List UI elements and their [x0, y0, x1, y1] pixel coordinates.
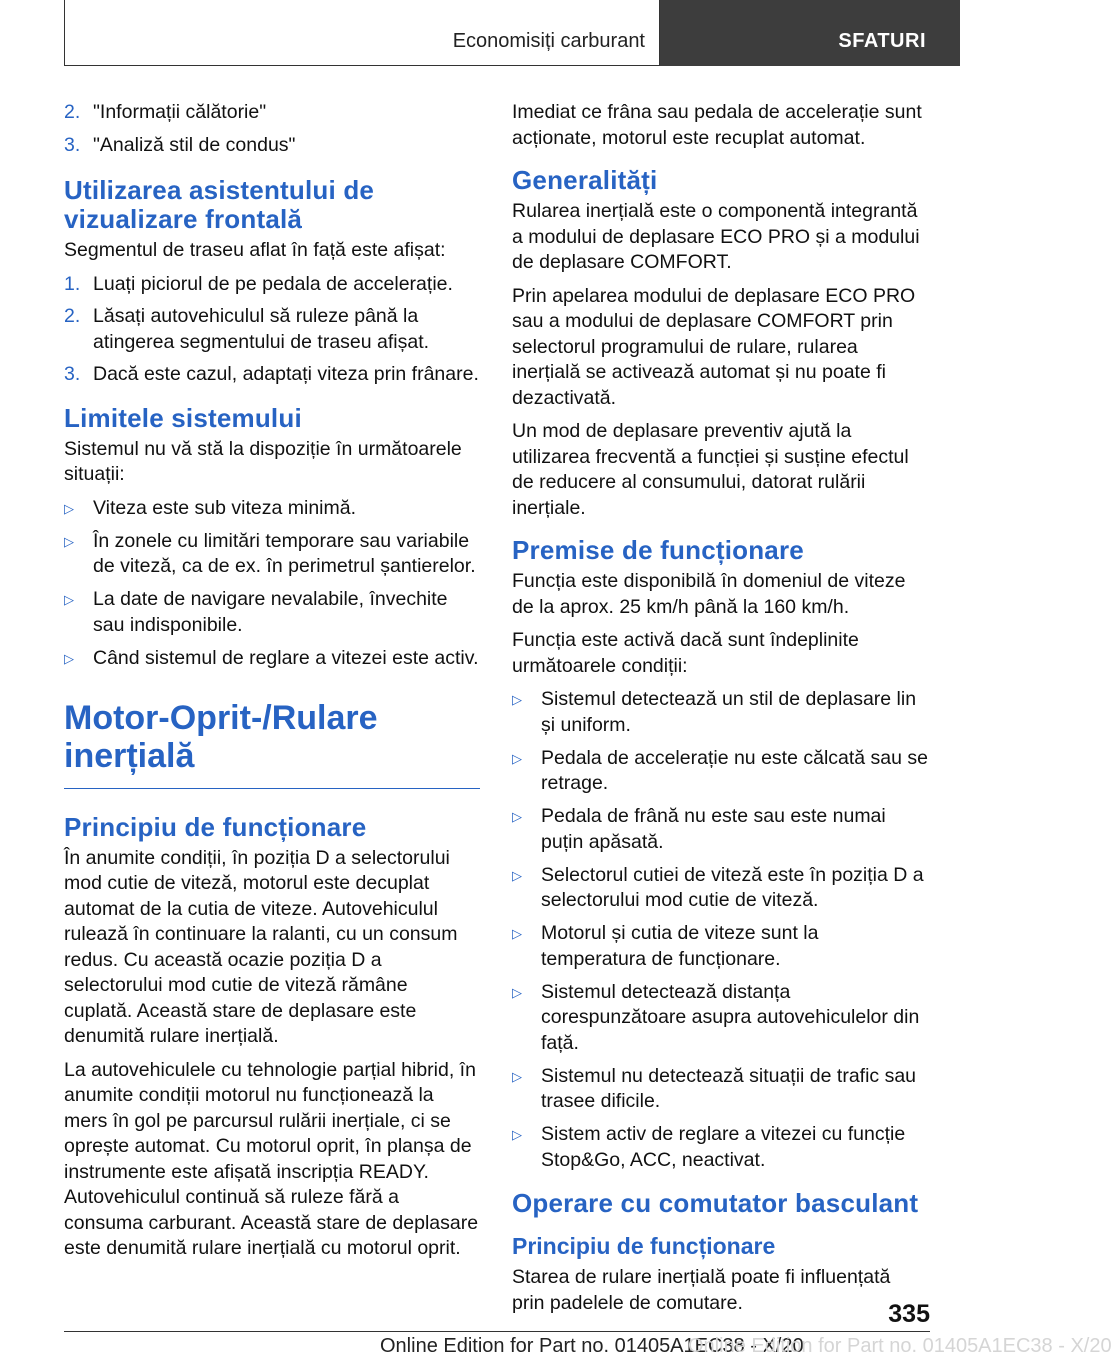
triangle-right-outline-icon: ▷: [512, 1068, 522, 1084]
list-number: 1.: [64, 272, 81, 295]
footer-watermark: Online Edition for Part no. 01405A1EC38 - X/20: [688, 1335, 1112, 1357]
heading-premise: Premise de funcționare: [512, 535, 804, 565]
triangle-right-outline-icon: ▷: [512, 1127, 522, 1142]
subheading-principiu: Principiu de funcționare: [512, 1233, 776, 1259]
list-item: [512, 980, 928, 1057]
triangle-right-outline-icon: ▷: [64, 650, 74, 666]
list-item-text: Sistemul detectează distanța corespunzătoare asupra autovehiculelor din față.: [541, 980, 920, 1054]
list-item-text: Când sistemul de reglare a vitezei este activ.: [93, 646, 479, 669]
list-number: 3.: [64, 133, 81, 156]
paragraph: Funcția este disponibilă în domeniul de viteze de la aprox. 25 km/h până la 160 km/h.: [512, 570, 906, 618]
list-item: [512, 921, 928, 972]
list-item: [64, 587, 480, 638]
page-number: 335: [888, 1300, 930, 1328]
paragraph: În anumite condiții, în poziția D a selectorului mod cutie de viteză, motorul este decuplat automat de la cutia de viteze. Autovehiculul rulează în continuare la ralanti, cu un consum redus. Cu această ocazie poziția D a selectorului mod cutie de viteză rămâne cuplată. Această stare de deplasare este denumită rulare inerțială.: [64, 846, 458, 1047]
triangle-right-outline-icon: ▷: [512, 926, 522, 941]
section-title: Economisiți carburant: [452, 30, 645, 52]
list-item-text: La date de navigare nevalabile, învechite sau indisponibile.: [93, 588, 448, 636]
triangle-right-outline-icon: ▷: [64, 533, 74, 549]
list-item: [64, 272, 480, 298]
list-item-text: Sistemul detectează un stil de deplasare lin și uniform.: [541, 688, 917, 736]
left-column: [64, 100, 480, 1270]
list-item: [64, 100, 480, 126]
list-item-text: Sistem activ de reglare a vitezei cu funcție Stop&Go, ACC, neactivat.: [541, 1123, 906, 1171]
numbered-steps: [64, 272, 480, 388]
heading-limite: Limitele sistemului: [64, 402, 302, 433]
paragraph: Prin apelarea modului de deplasare ECO PRO sau a modului de deplasare COMFORT prin selectorul programului de rulare, rularea inerțială se activează automat și nu poate fi dezactivată.: [512, 284, 916, 409]
list-item: [64, 304, 480, 355]
triangle-right-outline-icon: ▷: [512, 984, 522, 1000]
paragraph: Sistemul nu vă stă la dispoziție în următoarele situații:: [64, 437, 462, 485]
list-item: [512, 1122, 928, 1173]
list-number: 2.: [64, 305, 81, 327]
paragraph: Rularea inerțială este o componentă integrantă a modului de deplasare ECO PRO și a modului de deplasare COMFORT.: [512, 200, 920, 273]
list-item: [64, 362, 480, 388]
paragraph: Un mod de deplasare preventiv ajută la utilizarea frecventă a funcției și susține efectul de reducere al consumului, datorat rulării inerțiale.: [512, 420, 909, 519]
triangle-right-outline-icon: ▷: [64, 592, 74, 607]
footer-edition: Online Edition for Part no. 01405A1EC38 - X/20: [380, 1335, 804, 1357]
paragraph: Funcția este activă dacă sunt îndeplinite următoarele condiții:: [512, 629, 859, 677]
numbered-list-top: [64, 100, 480, 158]
list-item-text: Sistemul nu detectează situații de trafic sau trasee dificile.: [541, 1064, 917, 1112]
list-item-text: Dacă este cazul, adaptați viteza prin frânare.: [93, 363, 479, 385]
bullet-list-conditions: [512, 687, 928, 1173]
list-item: [512, 746, 928, 797]
paragraph: La autovehiculele cu tehnologie parțial hibrid, în anumite condiții motorul nu funcționează la mers în gol pe parcursul rulării inerțiale, ci se oprește automat. Cu motorul oprit, în planșa de instrumente este afișată inscripția READY. Autovehiculul continuă să ruleze fără a consuma carburant. Această stare de deplasare este denumită rulare inerțială cu motorul oprit.: [64, 1058, 479, 1259]
triangle-right-outline-icon: ▷: [512, 750, 522, 766]
list-item-text: Pedala de frână nu este sau este numai puțin apăsată.: [541, 805, 886, 853]
list-item: [512, 1064, 928, 1115]
list-item: [512, 687, 928, 738]
section-tab: SFATURI: [660, 0, 960, 66]
heading-operare: Operare cu comutator basculant: [512, 1188, 919, 1218]
list-item-text: "Analiză stil de condus": [93, 133, 296, 156]
triangle-right-outline-icon: ▷: [512, 692, 522, 707]
list-item-text: Lăsați autovehiculul să ruleze până la atingerea segmentului de traseu afișat.: [93, 305, 430, 353]
list-item: [64, 646, 480, 672]
list-item-text: În zonele cu limitări temporare sau variabile de viteză, ca de ex. în perimetrul șantierelor.: [93, 529, 476, 577]
list-item-text: Selectorul cutiei de viteză este în poziția D a selectorului mod cutie de viteză.: [541, 863, 924, 911]
paragraph: Segmentul de traseu aflat în față este afișat:: [64, 239, 446, 261]
list-item: [64, 496, 480, 522]
paragraph: Imediat ce frâna sau pedala de accelerație sunt acționate, motorul este recuplat automat.: [512, 101, 922, 149]
triangle-right-outline-icon: ▷: [512, 809, 522, 824]
right-column: [512, 100, 928, 1324]
list-item-text: "Informații călătorie": [93, 101, 267, 123]
triangle-right-outline-icon: ▷: [64, 500, 74, 516]
footer-divider: [64, 1331, 930, 1332]
list-number: 2.: [64, 101, 81, 123]
list-item: [512, 804, 928, 855]
triangle-right-outline-icon: ▷: [512, 867, 522, 883]
list-item: [64, 529, 480, 580]
chapter-title: Motor-Oprit-/Rulare inerțială: [64, 679, 480, 789]
heading-asistent: Utilizarea asistentului de vizualizare frontală: [64, 175, 375, 234]
list-item-text: Motorul și cutia de viteze sunt la temperatura de funcționare.: [541, 922, 819, 970]
paragraph: Starea de rulare inerțială poate fi influențată prin padelele de comutare.: [512, 1266, 891, 1314]
list-item: [512, 863, 928, 914]
list-number: 3.: [64, 363, 81, 385]
list-item: [64, 133, 480, 159]
list-item-text: Luați piciorul de pe pedala de accelerație.: [93, 272, 453, 295]
heading-principiu: Principiu de funcționare: [64, 811, 367, 842]
list-item-text: Pedala de accelerație nu este călcată sau se retrage.: [541, 746, 929, 794]
heading-generalitati: Generalități: [512, 165, 658, 195]
bullet-list-limits: [64, 496, 480, 672]
list-item-text: Viteza este sub viteza minimă.: [93, 496, 357, 519]
